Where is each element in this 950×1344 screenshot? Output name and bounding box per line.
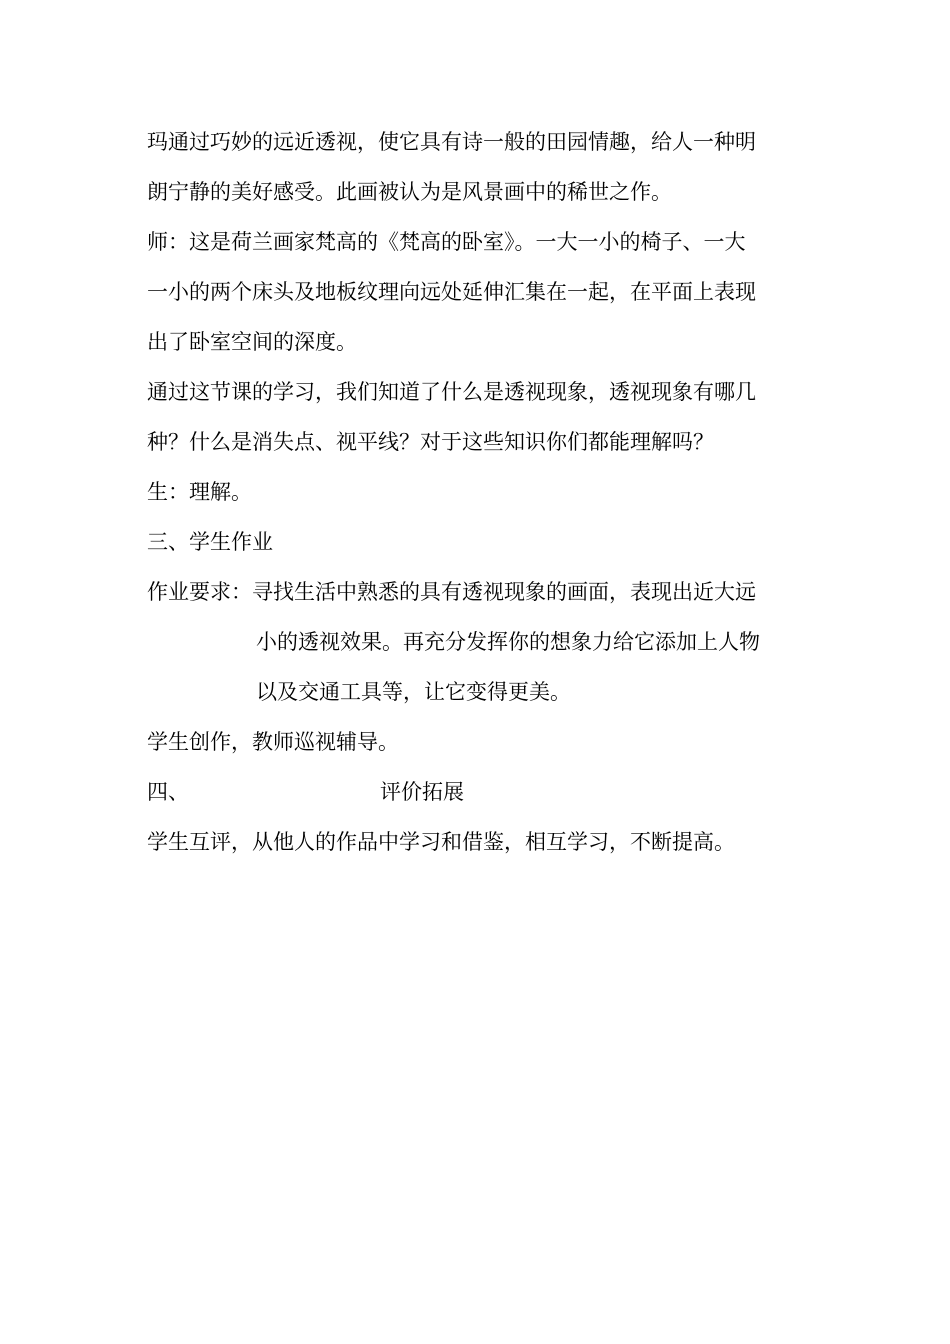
section-3-heading: 三、学生作业 [147,530,273,554]
closing-paragraph: 学生互评，从他人的作品中学习和借鉴，相互学习，不断提高。 [147,830,735,854]
homework-line-1: 作业要求：寻找生活中熟悉的具有透视现象的画面，表现出近大远 [147,580,756,604]
paragraph-2-line-2: 一小的两个床头及地板纹理向远处延伸汇集在一起，在平面上表现 [147,280,756,304]
homework-line-2: 小的透视效果。再充分发挥你的想象力给它添加上人物 [256,630,760,654]
student-reply: 生：理解。 [147,480,252,504]
paragraph-2-line-1: 师：这是荷兰画家梵高的《梵高的卧室》。一大一小的椅子、一大 [147,230,746,254]
section-4-title: 评价拓展 [380,780,464,804]
student-work: 学生创作，教师巡视辅导。 [147,730,399,754]
paragraph-2-line-3: 出了卧室空间的深度。 [147,330,357,354]
paragraph-3-line-1: 通过这节课的学习，我们知道了什么是透视现象，透视现象有哪几 [147,380,756,404]
homework-line-3: 以及交通工具等，让它变得更美。 [256,680,571,704]
paragraph-1-line-1: 玛通过巧妙的远近透视，使它具有诗一般的田园情趣，给人一种明 [147,130,756,154]
paragraph-1-line-2: 朗宁静的美好感受。此画被认为是风景画中的稀世之作。 [147,180,672,204]
section-4-number: 四、 [147,780,189,804]
paragraph-3-line-2: 种？什么是消失点、视平线？对于这些知识你们都能理解吗？ [147,430,714,454]
